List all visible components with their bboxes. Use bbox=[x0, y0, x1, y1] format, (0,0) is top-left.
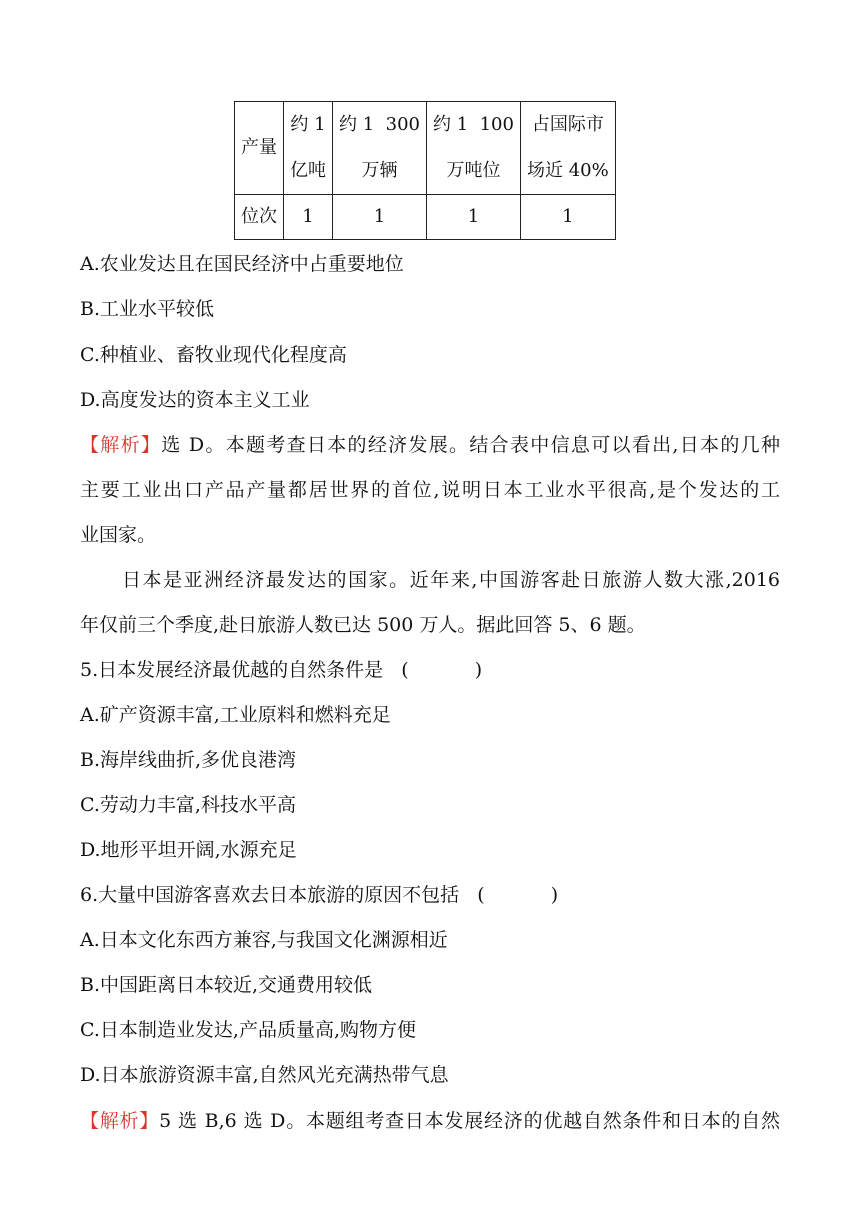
table-cell: 约 1 100 万吨位 bbox=[426, 102, 520, 195]
table-cell: 约 1 亿吨 bbox=[284, 102, 333, 195]
table-row bbox=[235, 102, 616, 195]
passage-line-2: 年仅前三个季度,赴日旅游人数已达 500 万人。据此回答 5、6 题。 bbox=[80, 614, 646, 636]
analysis-1-line-3: 业国家。 bbox=[80, 524, 157, 546]
q4-option-b: B.工业水平较低 bbox=[80, 298, 215, 320]
q5-option-c: C.劳动力丰富,科技水平高 bbox=[80, 794, 296, 816]
q5-option-b: B.海岸线曲折,多优良港湾 bbox=[80, 749, 297, 771]
q5-option-d: D.地形平坦开阔,水源充足 bbox=[80, 839, 297, 861]
production-table bbox=[234, 101, 616, 240]
q5-option-a: A.矿产资源丰富,工业原料和燃料充足 bbox=[80, 704, 391, 726]
row-label-rank: 位次 bbox=[235, 195, 284, 240]
analysis-tag: 【解析】 bbox=[80, 1110, 160, 1132]
q4-option-a: A.农业发达且在国民经济中占重要地位 bbox=[80, 253, 404, 275]
table-cell: 1 bbox=[333, 195, 427, 240]
analysis-1-line-1: 【解析】选 D。本题考查日本的经济发展。结合表中信息可以看出,日本的几种 bbox=[80, 434, 780, 456]
analysis-tag: 【解析】 bbox=[80, 434, 162, 456]
passage-line-1: 日本是亚洲经济最发达的国家。近年来,中国游客赴日旅游人数大涨,2016 bbox=[122, 569, 780, 591]
analysis-1-line-2: 主要工业出口产品产量都居世界的首位,说明日本工业水平很高,是个发达的工 bbox=[80, 479, 780, 501]
q4-option-c: C.种植业、畜牧业现代化程度高 bbox=[80, 344, 347, 366]
table-row bbox=[235, 195, 616, 240]
q6-option-d: D.日本旅游资源丰富,自然风光充满热带气息 bbox=[80, 1064, 449, 1086]
q6-option-c: C.日本制造业发达,产品质量高,购物方便 bbox=[80, 1019, 416, 1041]
table-cell: 约 1 300 万辆 bbox=[333, 102, 427, 195]
q6-stem: 6.大量中国游客喜欢去日本旅游的原因不包括 ( ) bbox=[80, 884, 559, 906]
table-cell: 1 bbox=[520, 195, 615, 240]
table-cell: 1 bbox=[426, 195, 520, 240]
table-cell: 占国际市 场近 40% bbox=[520, 102, 615, 195]
q6-option-b: B.中国距离日本较近,交通费用较低 bbox=[80, 974, 373, 996]
row-label-output: 产量 bbox=[235, 102, 284, 195]
q4-option-d: D.高度发达的资本主义工业 bbox=[80, 389, 310, 411]
q5-stem: 5.日本发展经济最优越的自然条件是 ( ) bbox=[80, 659, 483, 681]
table-cell: 1 bbox=[284, 195, 333, 240]
analysis-2-line-1: 【解析】5 选 B,6 选 D。本题组考查日本发展经济的优越自然条件和日本的自然 bbox=[80, 1110, 780, 1132]
q6-option-a: A.日本文化东西方兼容,与我国文化渊源相近 bbox=[80, 929, 448, 951]
